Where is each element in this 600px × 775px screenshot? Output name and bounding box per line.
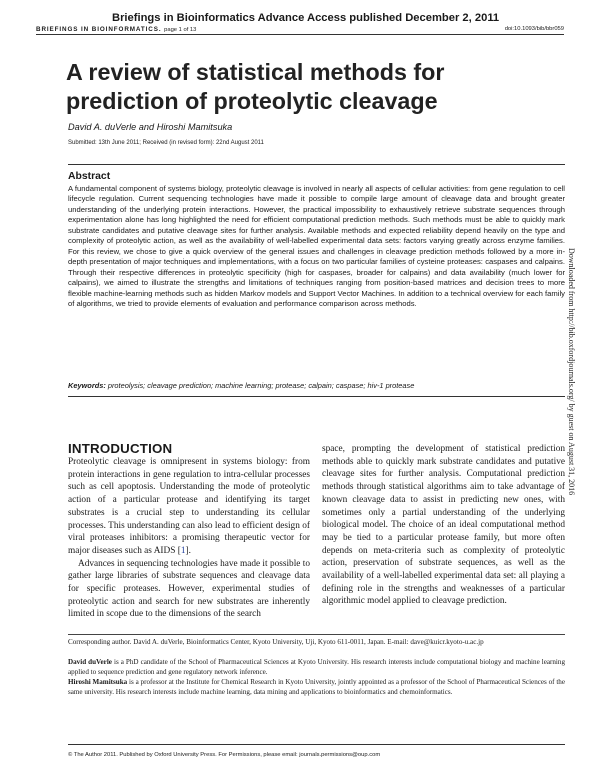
intro-paragraph-2-continued: space, prompting the development of statistical prediction methods able to quickly mark substrate candidates and putative cleavage sites for further analysis. Computational prediction methods through statistical algorithms aim to take advantage of known cleavage data to assist in predicting new ones, with sometimes only a partial understanding of the underlying biological model. The choice of an ideal computational method may be tied to a particular protease family, but more often depends on meta-criteria such as complexity of proteolytic action, preservation of substrate sequences, as well as the availability of a well-labelled experimental data set: all playing a defining role in the strengths and weaknesses of a particular algorithmic model applied to cleavage prediction. (322, 444, 565, 607)
page-number: page 1 of 13 (164, 27, 197, 33)
keywords-list: proteolysis; cleavage prediction; machine learning; protease; calpain; caspase; hiv-1 protease (107, 381, 415, 390)
corresponding-author: Corresponding author. David A. duVerle, Bioinformatics Center, Kyoto University, Uji, Kyoto 611-0011, Japan. E-mail: dave@kuicr.kyoto-u.ac.jp (68, 638, 484, 646)
doi: doi:10.1093/bib/bbr059 (504, 26, 564, 32)
intro-paragraph-2: Advances in sequencing technologies have made it possible to gather large libraries of substrate sequences and cleavage data for specific proteases. However, experimental studies of proteolytic action and search for new substrates are inherently limited in scope due to the dimensions of the search (68, 558, 310, 620)
abstract-text: A fundamental component of systems biology, proteolytic cleavage is involved in nearly all aspects of cellular activities: from gene regulation to cell lifecycle regulation. Current sequencing technologies have made it possible to compile large amount of cleavage data and brought greater understanding of the underlying protein interactions. However, the practical impossibility to exhaustively retrieve substrate sequences through experimentation alone has long highlighted the need for efficient computational prediction methods. Such methods must be able to quickly mark substrate candidates and putative cleavage sites for further analysis. Available methods and expected reliability depend heavily on the type and complexity of proteolytic action, as well as the availability of well-labelled experimental data sets: factors varying greatly across enzyme families. For this review, we chose to give a quick overview of the general issues and challenges in cleavage prediction methods followed by a more in-depth presentation of major techniques and implementations, with a focus on two particular families of cysteine proteases: caspases and calpains. Through their respective differences in proteolytic specificity (high for caspases, broader for calpains) and data availability (much lower for calpains), we aimed to illustrate the strengths and limitations of techniques ranging from position-based matrices and decision trees to more flexible machine-learning methods such as hidden Markov models and Support Vector Machines. In addition to a technical overview for each family of algorithms, we tried to provide elements of evaluation and performance comparison across methods. (68, 184, 565, 308)
keywords-label: Keywords: (68, 381, 106, 390)
abstract-bottom-rule (68, 396, 565, 397)
author-bio-1: David duVerle is a PhD candidate of the School of Pharmaceutical Sciences at Kyoto University. His research interests include computational biology and machine learning applied to sequence prediction and gene regulatory network inference. (68, 658, 565, 676)
submission-dates: Submitted: 13th June 2011; Received (in revised form): 22nd August 2011 (68, 140, 264, 146)
keywords (68, 381, 565, 390)
author-bio-2: Hiroshi Mamitsuka is a professor at the Institute for Chemical Research in Kyoto University, jointly appointed as a professor of the School of Pharmaceutical Sciences of the same university. His research interests include machine learning, data mining and applications to bioinformatics and chemoinformatics. (68, 678, 565, 696)
journal-header (36, 26, 196, 33)
reference-link[interactable]: 1 (180, 545, 186, 556)
intro-paragraph-1: Proteolytic cleavage is omnipresent in systems biology: from protein interactions in gene regulation to intra-cellular processes such as cell apoptosis. Understanding the mode of proteolytic action of a particular protease and identifying its target substrates is a crucial step to understanding its cellular processes. This understanding can also lead to efficient design of viral proteases inhibitors: a promising therapeutic vector for major diseases such as AIDS [1]. (68, 457, 310, 556)
article-title: A review of statistical methods for prediction of proteolytic cleavage (66, 59, 445, 114)
abstract-top-rule (68, 164, 565, 165)
intro-column-right (322, 443, 565, 608)
article-authors: David A. duVerle and Hiroshi Mamitsuka (68, 122, 233, 132)
abstract-heading: Abstract (68, 171, 111, 182)
header-rule (36, 34, 564, 35)
introduction-heading: INTRODUCTION (68, 441, 173, 456)
journal-name: BRIEFINGS IN BIOINFORMATICS. (36, 26, 162, 33)
intro-column-left (68, 456, 310, 621)
footer-rule (68, 744, 565, 745)
copyright-footer: © The Author 2011. Published by Oxford University Press. For Permissions, please email: journals.permissions@oup.com (68, 752, 381, 758)
advance-access-header: Briefings in Bioinformatics Advance Access published December 2, 2011 (112, 12, 500, 24)
download-watermark: Downloaded from http://bib.oxfordjournals.org/ by guest on August 31, 2016 (567, 248, 576, 496)
footnote-rule (68, 634, 565, 635)
